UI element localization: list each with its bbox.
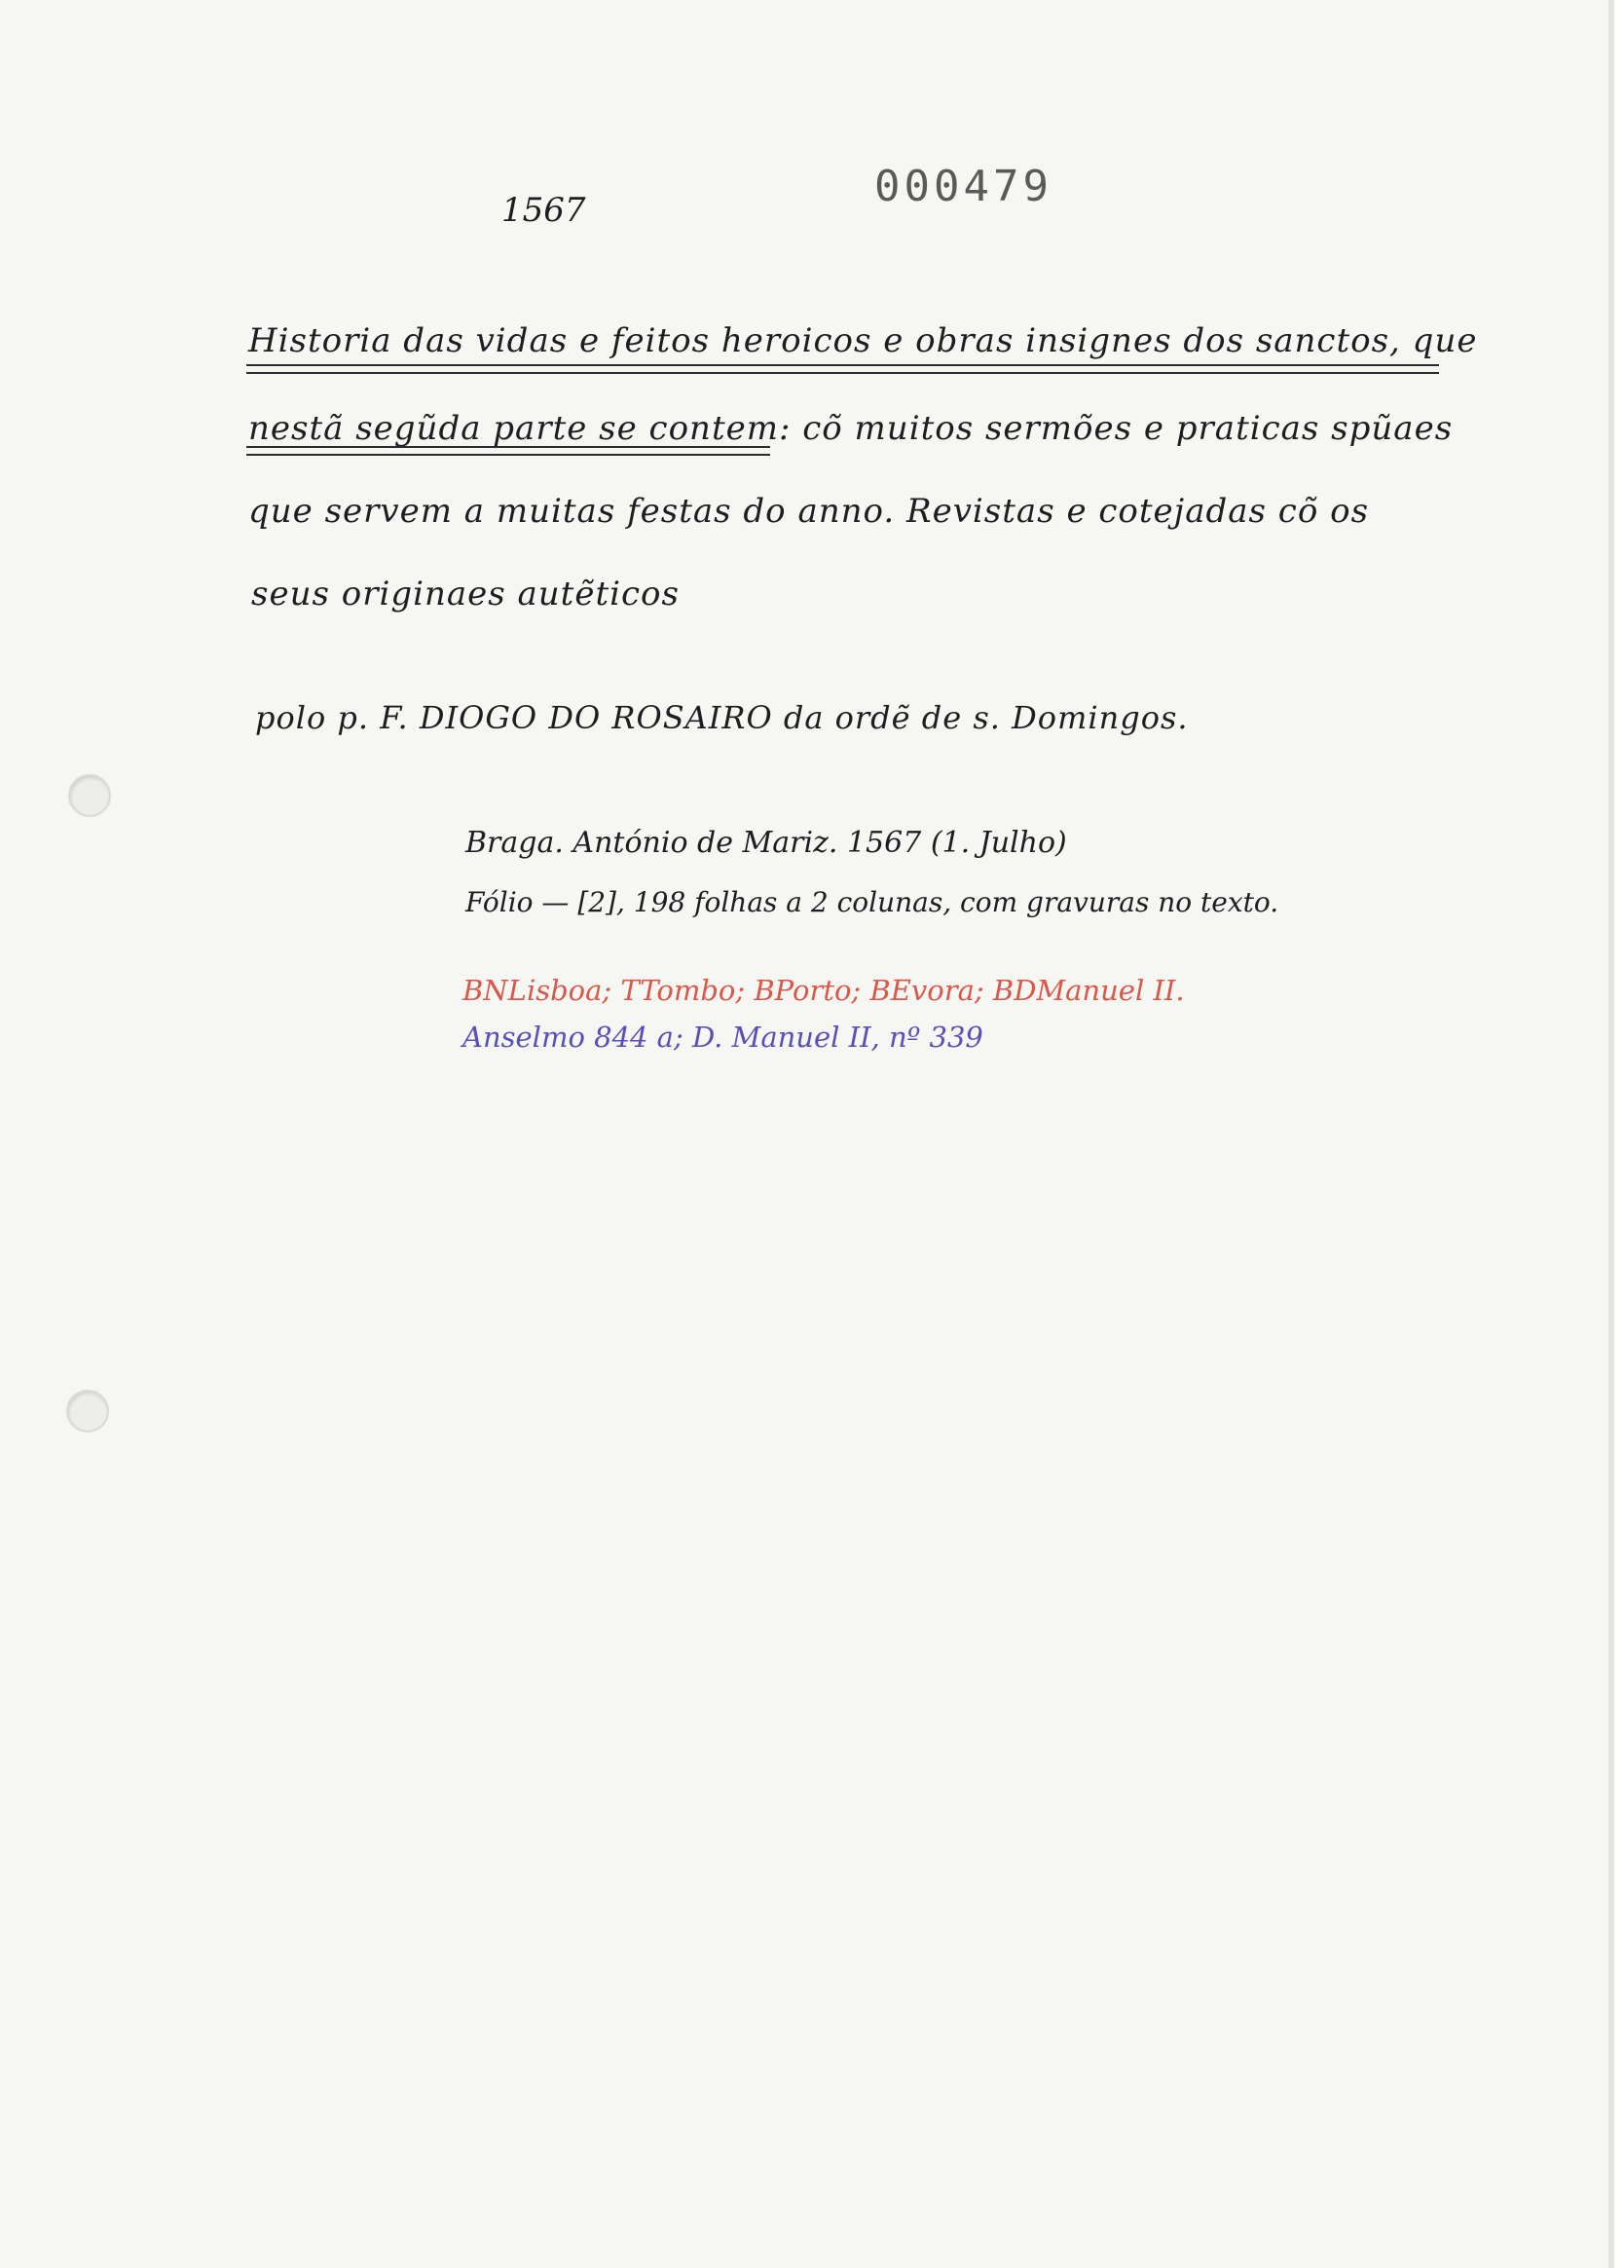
title-line-1: Historia das vidas e feitos heroicos e obras insignes dos sanctos, que	[248, 321, 1478, 360]
author-line: polo p. F. DIOGO DO ROSAIRO da ordẽ de s. Domingos.	[255, 699, 1189, 736]
title-underline-2	[246, 446, 770, 456]
punch-hole-bottom	[66, 1390, 109, 1432]
imprint-line: Braga. António de Mariz. 1567 (1. Julho)	[465, 826, 1067, 860]
title-line-4: seus originaes autẽticos	[251, 575, 680, 613]
stamp-number: 000479	[874, 162, 1052, 211]
title-line-3: que servem a muitas festas do anno. Revistas e cotejadas cõ os	[248, 492, 1370, 531]
title-underline-1	[246, 364, 1439, 374]
references-line: Anselmo 844 a; D. Manuel II, nº 339	[462, 1021, 983, 1054]
punch-hole-top	[68, 774, 111, 817]
year-label: 1567	[501, 191, 586, 230]
title-line-2: nestã segũda parte se contem: cõ muitos sermões e praticas spũaes	[248, 409, 1454, 448]
holdings-line: BNLisboa; TTombo; BPorto; BEvora; BDManuel II.	[462, 974, 1185, 1007]
collation-line: Fólio — [2], 198 folhas a 2 colunas, com gravuras no texto.	[465, 886, 1279, 918]
